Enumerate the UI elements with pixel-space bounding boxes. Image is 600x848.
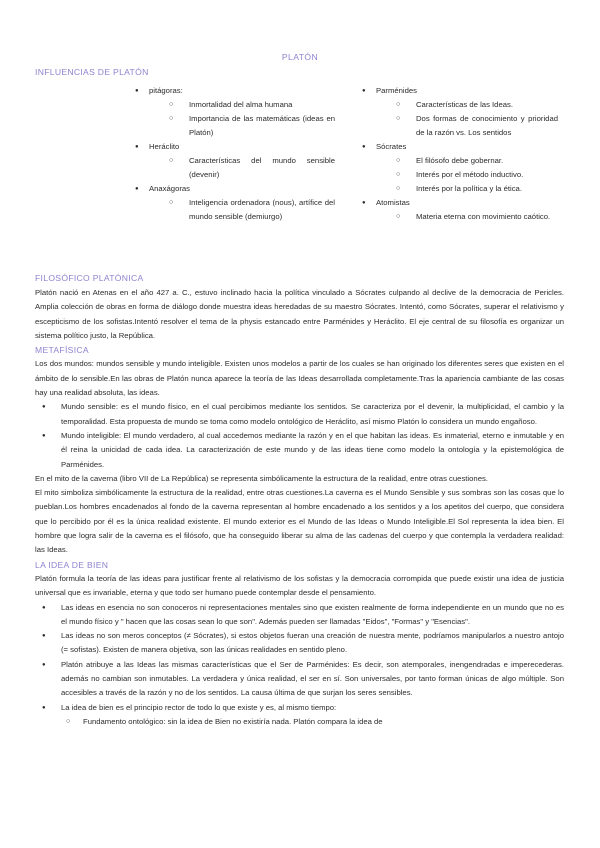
- paragraph-metafisica-intro: Los dos mundos: mundos sensible y mundo inteligible. Existen unos modelos a partir de los cuales se han originado los diferentes seres que existen en el ámbito de lo sensible.En las obras de Platón nunca aparece la teoría de las Ideas desarrollada completamente.Tras la apariencia cambiante de las cosas hay una realidad absoluta, las ideas.: [35, 359, 564, 398]
- body-text: [35, 286, 564, 729]
- heading-metafisica: METAFÍSICA: [35, 345, 89, 356]
- paragraph-filosofico: Platón nació en Atenas en el año 427 a. C., estuvo inclinado hacia la política vinculado a Sócrates culpando al declive de la democracia de Pericles. Amplia colección de obras en forma de diálogo donde muestra ideas heredadas de su maestro Sócrates. Intentó, como Sócrates, superar el relativismo y escepticismo de los sofistas.Intentó resolver el tema de la physis estancado entre Parménides y Heráclito. El eje central de su filosofía es organizar un sistema político justo, la República.: [35, 288, 564, 340]
- sub-item: ○ El filósofo debe gobernar.: [396, 154, 558, 168]
- sub-item-fundamento: ○ Fundamento ontológico: sin la idea de Bien no existiría nada. Platón compara la idea de: [61, 715, 564, 729]
- heading-idea-de-bien: LA IDEA DE BIEN: [35, 559, 109, 570]
- sub-item: ○ Inmortalidad del alma humana: [169, 98, 335, 112]
- page-title: PLATÓN: [281, 52, 319, 62]
- heading-filosofico: FILOSÓFICO PLATÓNICA: [35, 273, 144, 283]
- metafisica-list: [35, 400, 564, 471]
- list-item: ● La idea de bien es el principio rector de todo lo que existe y es, al mismo tiempo: ○ Fundamento ontológico: sin la idea de Bien no existiría nada. Platón compara la idea de: [35, 701, 564, 730]
- sub-item: ○ Dos formas de conocimiento y prioridad de la razón vs. Los sentidos: [396, 112, 558, 140]
- paragraph-caverna-1: En el mito de la caverna (libro VII de La República) se representa simbólicamente la estructura de la realidad, entre otras cuestiones.: [35, 473, 488, 483]
- sub-item: ○ Características del mundo sensible (devenir): [169, 154, 335, 182]
- sub-item: ○ Importancia de las matemáticas (ideas en Platón): [169, 112, 335, 140]
- bien-list: [35, 601, 564, 730]
- list-item-mundo-inteligible: ● Mundo inteligible: El mundo verdadero, al cual accedemos mediante la razón y en el que habitan las ideas. Es inmaterial, eterno e inmutable y en él reina la unicidad de cada idea. La caracterización de este mundo y de las ideas tiene como modelo la ontología y la epistemológica de Parménides.: [35, 429, 564, 472]
- sub-item: ○ Inteligencia ordenadora (nous), artífice del mundo sensible (demiurgo): [169, 196, 335, 224]
- list-item: ● Platón atribuye a las Ideas las mismas características que el Ser de Parménides: Es decir, son atemporales, inengendradas e imperecederas. además no cambian son inmutables. La verdadera y única realidad, el ser en sí. Son universales, por tanto forman únicas de algo múltiple. Son accesibles a través de la razón y no de los sentidos. La causa última de que surjan los seres sensibles.: [35, 658, 564, 701]
- influence-socrates: ● Sócrates ○ El filósofo debe gobernar. ○ Interés por el método inductivo. ○ Interés por la política y la ética.: [362, 140, 558, 196]
- heading-influencias: INFLUENCIAS DE PLATÓN: [35, 67, 149, 77]
- influence-pitagoras: ● pitágoras: ○ Inmortalidad del alma humana ○ Importancia de las matemáticas (ideas en Platón): [135, 84, 335, 140]
- influence-parmenides: ● Parménides ○ Características de las Ideas. ○ Dos formas de conocimiento y prioridad de la razón vs. Los sentidos: [362, 84, 558, 140]
- sub-item: ○ Materia eterna con movimiento caótico.: [396, 210, 558, 224]
- paragraph-bien-intro: Platón formula la teoría de las ideas para justificar frente al relativismo de los sofistas y la democracia corrompida que puede existir una idea de justicia universal que es invariable, eterna y que todo ser humano puede contemplar desde el pensamiento.: [35, 573, 564, 598]
- sub-item: ○ Interés por el método inductivo.: [396, 168, 558, 182]
- paragraph-caverna-2: El mito simboliza simbólicamente la estructura de la realidad, entre otras cuestiones.La caverna es el Mundo Sensible y sus sombras son las cosas que lo pueblan.Los hombres encadenados al fondo de la caverna representan al hombre encadenado a los sentidos y a los apetitos del cuerpo, que considera que lo percibido por él es la única realidad existente. El mundo exterior es el Mundo de las Ideas o Mundo Inteligible.El Sol representa la idea bien. El hombre que logra salir de la caverna es el filósofo, que ha conseguido liberar su alma de las cadenas del cuerpo y que contempla la verdadera realidad: las Ideas.: [35, 488, 564, 555]
- list-item-mundo-sensible: ● Mundo sensible: es el mundo físico, en el cual percibimos mediante los sentidos. Se caracteriza por el devenir, la multiplicidad, el cambio y la temporalidad. Esta propuesta de mundo se toma como modelo ontológico de Heráclito, así mismo Platón lo considera un mundo engañoso.: [35, 400, 564, 429]
- sub-item: ○ Interés por la política y la ética.: [396, 182, 558, 196]
- list-item: ● Las ideas no son meros conceptos (≠ Sócrates), si estos objetos fueran una creación de nuestra mente, podríamos manipularlos a nuestro antojo (= sofistas). Existen de manera objetiva, son las únicas realidades en sentido pleno.: [35, 629, 564, 658]
- list-item: ● Las ideas en esencia no son conoceros ni representaciones mentales sino que existen realmente de forma independiente en un mundo que no es el mundo físico y " hacen que las cosas sean lo que son". Además pueden ser llamadas "Eidos", "Formas" y "Esencias".: [35, 601, 564, 630]
- influence-anaxagoras: ● Anaxágoras ○ Inteligencia ordenadora (nous), artífice del mundo sensible (demiurgo): [135, 182, 335, 224]
- influencias-right-column: [362, 84, 558, 224]
- sub-item: ○ Características de las Ideas.: [396, 98, 558, 112]
- influencias-left-column: [135, 84, 335, 224]
- influence-atomistas: ● Atomistas ○ Materia eterna con movimiento caótico.: [362, 196, 558, 224]
- influence-heraclito: ● Heráclito ○ Características del mundo sensible (devenir): [135, 140, 335, 182]
